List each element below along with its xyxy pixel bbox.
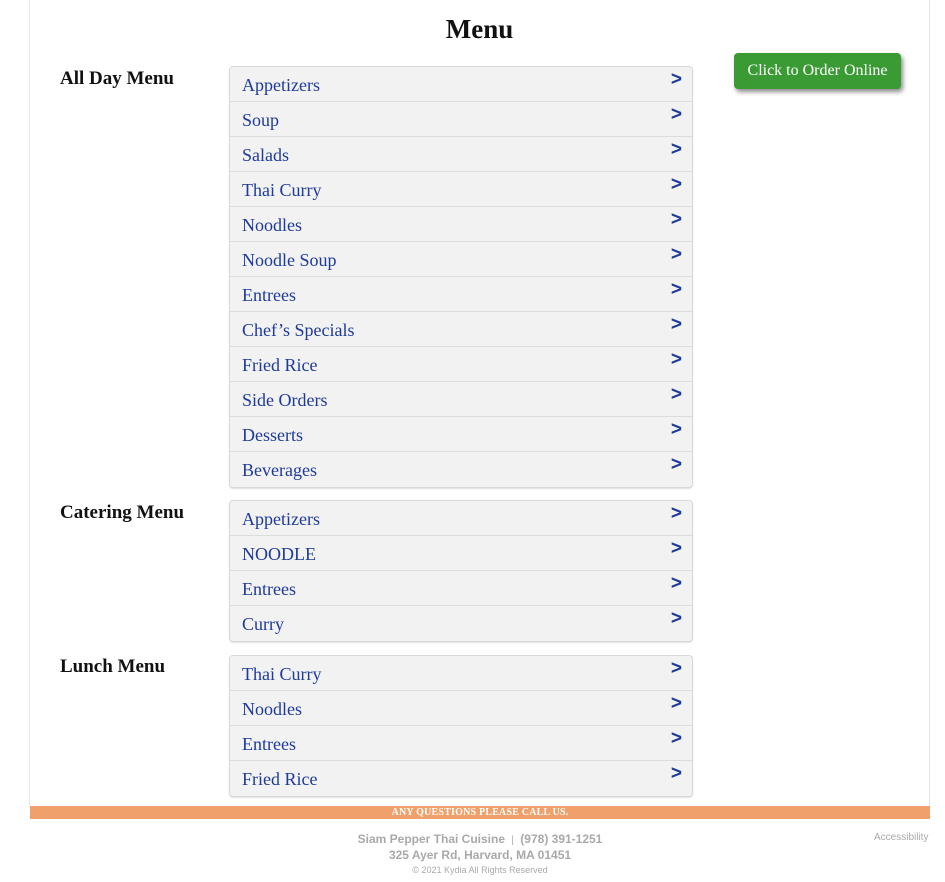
chevron-right-icon: >	[670, 209, 682, 230]
menu-item-label: Appetizers	[242, 75, 320, 95]
chevron-right-icon: >	[670, 693, 682, 714]
chevron-right-icon: >	[670, 104, 682, 125]
menu-item[interactable]	[230, 691, 692, 726]
menu-item[interactable]	[230, 571, 692, 606]
menu-item-label: Entrees	[242, 285, 296, 305]
menu-item[interactable]	[230, 606, 692, 641]
chevron-right-icon: >	[670, 608, 682, 629]
menu-list	[229, 66, 693, 488]
menu-item[interactable]	[230, 501, 692, 536]
menu-item-label: Beverages	[242, 460, 317, 480]
menu-item[interactable]	[230, 207, 692, 242]
chevron-right-icon: >	[670, 384, 682, 405]
menu-item[interactable]	[230, 536, 692, 571]
menu-item[interactable]	[230, 347, 692, 382]
kydia-link[interactable]: Kydia	[444, 865, 467, 875]
call-us-banner: ANY QUESTIONS PLEASE CALL US.	[30, 806, 930, 819]
menu-item[interactable]	[230, 242, 692, 277]
chevron-right-icon: >	[670, 538, 682, 559]
menu-item-label: Side Orders	[242, 390, 328, 410]
menu-item-label: NOODLE	[242, 544, 316, 564]
menu-item[interactable]	[230, 382, 692, 417]
menu-item-label: Chef’s Specials	[242, 320, 355, 340]
menu-item-label: Fried Rice	[242, 355, 318, 375]
menu-item-label: Thai Curry	[242, 180, 322, 200]
menu-item-label: Desserts	[242, 425, 303, 445]
menu-item-label: Noodles	[242, 699, 302, 719]
footer-separator: |	[511, 835, 514, 846]
chevron-right-icon: >	[670, 763, 682, 784]
menu-item[interactable]	[230, 102, 692, 137]
menu-item-label: Noodles	[242, 215, 302, 235]
footer	[0, 832, 945, 877]
menu-item-label: Curry	[242, 614, 284, 634]
chevron-right-icon: >	[670, 728, 682, 749]
menu-item[interactable]	[230, 277, 692, 312]
menu-item[interactable]	[230, 67, 692, 102]
menu-item-label: Fried Rice	[242, 769, 318, 789]
menu-item[interactable]	[230, 312, 692, 347]
menu-item[interactable]	[230, 761, 692, 796]
menu-item-label: Entrees	[242, 579, 296, 599]
chevron-right-icon: >	[670, 419, 682, 440]
section-title: Lunch Menu	[60, 656, 166, 677]
menu-item-label: Soup	[242, 110, 280, 130]
menu-item-label: Entrees	[242, 734, 296, 754]
menu-item-label: Noodle Soup	[242, 250, 337, 270]
chevron-right-icon: >	[670, 279, 682, 300]
menu-list	[229, 500, 693, 642]
menu-item-label: Salads	[242, 145, 289, 165]
section-title: Catering Menu	[60, 502, 185, 523]
footer-copyright-line	[0, 863, 945, 877]
order-online-button[interactable]: Click to Order Online	[734, 53, 901, 89]
chevron-right-icon: >	[670, 69, 682, 90]
footer-contact-line	[0, 832, 945, 848]
menu-item-label: Thai Curry	[242, 664, 322, 684]
chevron-right-icon: >	[670, 174, 682, 195]
chevron-right-icon: >	[670, 244, 682, 265]
menu-item[interactable]	[230, 172, 692, 207]
menu-list	[229, 655, 693, 797]
menu-item[interactable]	[230, 726, 692, 761]
chevron-right-icon: >	[670, 139, 682, 160]
menu-item[interactable]	[230, 656, 692, 691]
copyright-text: © 2021	[412, 865, 442, 875]
menu-item[interactable]	[230, 137, 692, 172]
rights-text: All Rights Reserved	[468, 865, 548, 875]
chevron-right-icon: >	[670, 454, 682, 475]
business-name: Siam Pepper Thai Cuisine	[357, 832, 505, 846]
chevron-right-icon: >	[670, 658, 682, 679]
menu-item[interactable]	[230, 452, 692, 487]
page-title: Menu	[445, 14, 514, 44]
chevron-right-icon: >	[670, 349, 682, 370]
menu-item-label: Appetizers	[242, 509, 320, 529]
menu-item[interactable]	[230, 417, 692, 452]
accessibility-link[interactable]: Accessibility	[874, 832, 929, 843]
footer-address: 325 Ayer Rd, Harvard, MA 01451	[388, 848, 572, 862]
page-container	[29, 0, 930, 806]
chevron-right-icon: >	[670, 314, 682, 335]
chevron-right-icon: >	[670, 573, 682, 594]
section-title: All Day Menu	[60, 68, 174, 89]
chevron-right-icon: >	[670, 503, 682, 524]
phone-link[interactable]: (978) 391-1251	[520, 832, 603, 846]
